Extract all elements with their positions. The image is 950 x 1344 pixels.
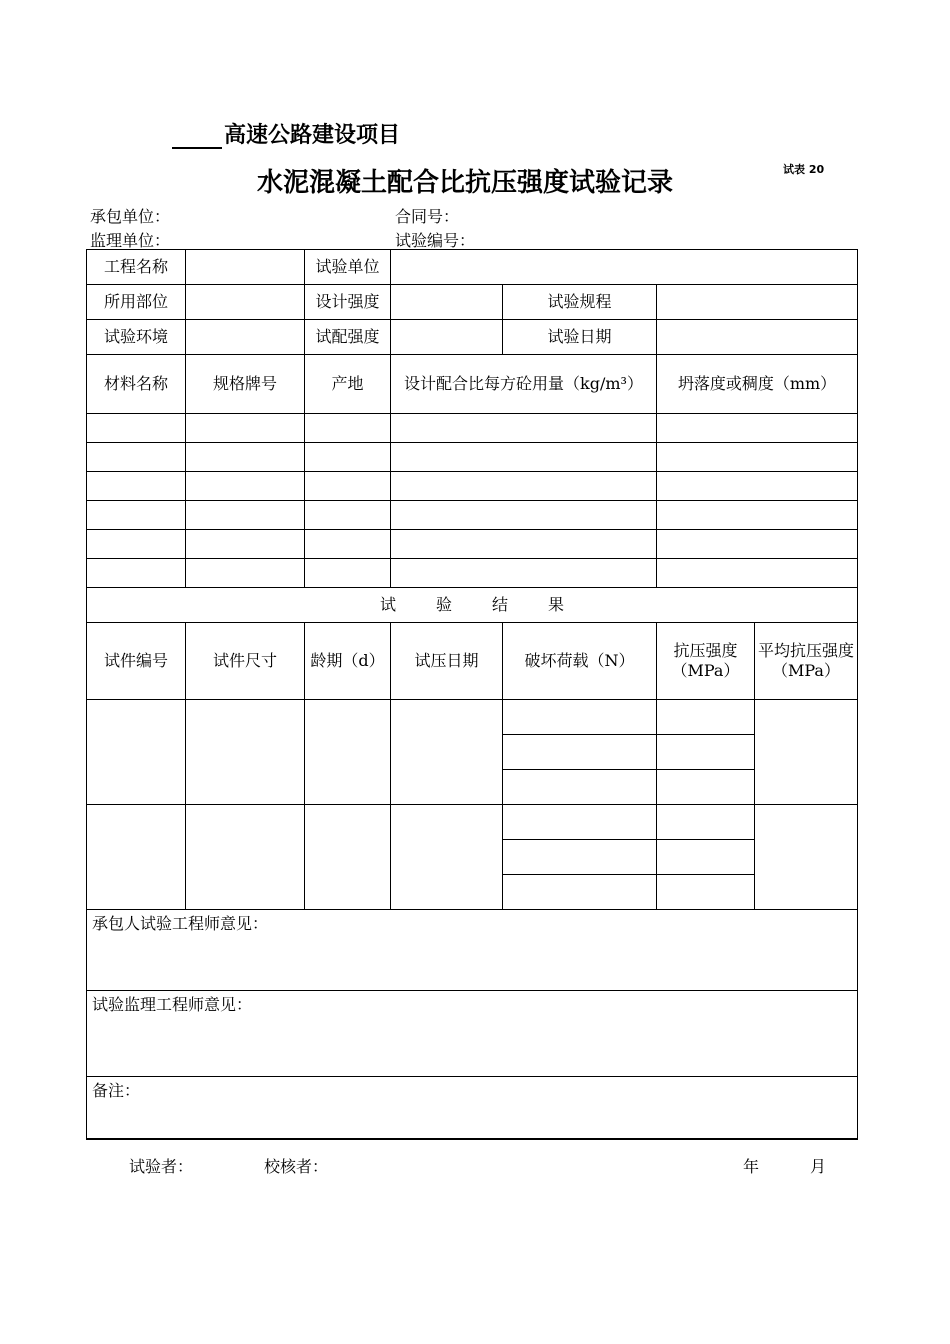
failure-load-cell[interactable]: [503, 875, 657, 910]
project-label: 工程名称: [87, 250, 186, 285]
failure-load-cell[interactable]: [503, 840, 657, 875]
test-spec-value[interactable]: [657, 285, 858, 320]
material-name-header: 材料名称: [87, 355, 186, 414]
failure-load-cell[interactable]: [503, 735, 657, 770]
material-cell[interactable]: [305, 472, 391, 501]
material-row: [87, 472, 858, 501]
material-cell[interactable]: [87, 472, 186, 501]
supervisor-engineer-opinion[interactable]: 试验监理工程师意见：: [87, 991, 858, 1077]
spec-grade-header: 规格牌号: [186, 355, 305, 414]
results-section-title: [87, 588, 858, 623]
material-cell[interactable]: [391, 530, 657, 559]
material-cell[interactable]: [305, 414, 391, 443]
project-name: [172, 118, 400, 149]
compressive-strength-cell[interactable]: [657, 840, 755, 875]
specimen-no-header: 试件编号: [87, 623, 186, 700]
environment-value[interactable]: [186, 320, 305, 355]
failure-load-cell[interactable]: [503, 700, 657, 735]
project-name-text: 高速公路建设项目: [224, 123, 401, 148]
material-cell[interactable]: [305, 501, 391, 530]
material-cell[interactable]: [87, 443, 186, 472]
failure-load-cell[interactable]: [503, 805, 657, 840]
avg-compressive-strength-header: 平均抗压强度（MPa）: [755, 623, 858, 700]
mix-strength-label: 试配强度: [305, 320, 391, 355]
origin-header: 产地: [305, 355, 391, 414]
material-cell[interactable]: [391, 472, 657, 501]
material-row: [87, 501, 858, 530]
material-row: [87, 443, 858, 472]
test-unit-label: 试验单位: [305, 250, 391, 285]
material-cell[interactable]: [657, 559, 858, 588]
compressive-strength-cell[interactable]: [657, 875, 755, 910]
contract-no-label: 合同号：: [395, 207, 460, 226]
specimen-no-cell[interactable]: [87, 700, 186, 805]
age-cell[interactable]: [305, 700, 391, 805]
material-cell[interactable]: [657, 443, 858, 472]
result-row: [87, 700, 858, 735]
contractor-engineer-opinion[interactable]: 承包人试验工程师意见：: [87, 910, 858, 991]
design-strength-value[interactable]: [391, 285, 503, 320]
material-cell[interactable]: [657, 501, 858, 530]
material-cell[interactable]: [186, 472, 305, 501]
environment-label: 试验环境: [87, 320, 186, 355]
test-date-label: 试验日期: [503, 320, 657, 355]
test-unit-value[interactable]: [391, 250, 858, 285]
material-row: [87, 530, 858, 559]
project-value[interactable]: [186, 250, 305, 285]
specimen-size-cell[interactable]: [186, 700, 305, 805]
press-date-cell[interactable]: [391, 700, 503, 805]
compressive-strength-cell[interactable]: [657, 700, 755, 735]
material-cell[interactable]: [657, 530, 858, 559]
compressive-strength-header: 抗压强度（MPa）: [657, 623, 755, 700]
press-date-cell[interactable]: [391, 805, 503, 910]
mix-dosage-header: 设计配合比每方砼用量（kg/m³）: [391, 355, 657, 414]
material-cell[interactable]: [186, 501, 305, 530]
compressive-strength-cell[interactable]: [657, 735, 755, 770]
avg-strength-cell[interactable]: [755, 805, 858, 910]
remarks[interactable]: 备注：: [87, 1077, 858, 1139]
material-cell[interactable]: [391, 559, 657, 588]
specimen-size-header: 试件尺寸: [186, 623, 305, 700]
material-cell[interactable]: [87, 414, 186, 443]
material-cell[interactable]: [186, 530, 305, 559]
contractor-label: 承包单位：: [90, 207, 171, 226]
part-label: 所用部位: [87, 285, 186, 320]
result-row: [87, 805, 858, 840]
material-cell[interactable]: [87, 559, 186, 588]
specimen-no-cell[interactable]: [87, 805, 186, 910]
material-cell[interactable]: [186, 443, 305, 472]
supervisor-label: 监理单位：: [90, 231, 171, 250]
material-cell[interactable]: [305, 559, 391, 588]
material-cell[interactable]: [305, 443, 391, 472]
material-cell[interactable]: [391, 443, 657, 472]
year-label: 年: [743, 1157, 760, 1176]
form-title: 水泥混凝土配合比抗压强度试验记录: [256, 168, 673, 198]
test-date-value[interactable]: [657, 320, 858, 355]
material-cell[interactable]: [186, 559, 305, 588]
age-cell[interactable]: [305, 805, 391, 910]
age-header: 龄期（d）: [305, 623, 391, 700]
material-cell[interactable]: [87, 530, 186, 559]
project-name-blank[interactable]: [172, 125, 222, 149]
failure-load-cell[interactable]: [503, 770, 657, 805]
avg-strength-cell[interactable]: [755, 700, 858, 805]
checker-label: 校核者：: [264, 1157, 329, 1176]
material-row: [87, 414, 858, 443]
material-cell[interactable]: [305, 530, 391, 559]
month-label: 月: [810, 1157, 827, 1176]
form-number: 试表 20: [783, 163, 825, 176]
material-cell[interactable]: [186, 414, 305, 443]
mix-strength-value[interactable]: [391, 320, 503, 355]
material-cell[interactable]: [87, 501, 186, 530]
material-cell[interactable]: [391, 414, 657, 443]
material-cell[interactable]: [657, 414, 858, 443]
results-title-text: 试验结果: [379, 595, 604, 614]
record-table: [86, 249, 858, 1140]
failure-load-header: 破坏荷载（N）: [503, 623, 657, 700]
test-spec-label: 试验规程: [503, 285, 657, 320]
test-no-label: 试验编号：: [395, 231, 476, 250]
design-strength-label: 设计强度: [305, 285, 391, 320]
slump-header: 坍落度或稠度（mm）: [657, 355, 858, 414]
material-row: [87, 559, 858, 588]
specimen-size-cell[interactable]: [186, 805, 305, 910]
compressive-strength-cell[interactable]: [657, 770, 755, 805]
material-cell[interactable]: [657, 472, 858, 501]
material-cell[interactable]: [391, 501, 657, 530]
press-date-header: 试压日期: [391, 623, 503, 700]
tester-label: 试验者：: [129, 1157, 194, 1176]
compressive-strength-cell[interactable]: [657, 805, 755, 840]
part-value[interactable]: [186, 285, 305, 320]
